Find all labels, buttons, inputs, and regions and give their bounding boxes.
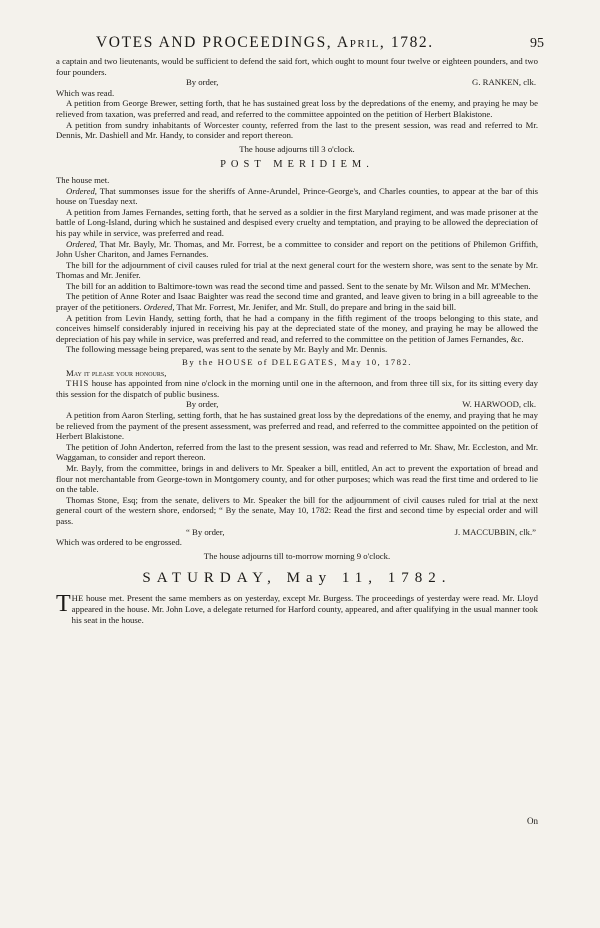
paragraph: The petition of John Anderton, referred from the last to the present session, was read and referred to Mr. Shaw, Mr. Eccleston, and Mr. Waggaman, to consider and report thereon. <box>56 441 538 463</box>
paragraph: The bill for an addition to Baltimore-town was read the second time and passed. Sent to the senate by Mr. Wilson and Mr. M'Mechen. <box>66 280 531 291</box>
paragraph <box>56 186 538 207</box>
section-heading: POST MERIDIEM. <box>220 159 374 171</box>
message-heading: By the HOUSE of DELEGATES, May 10, 1782. <box>182 357 412 368</box>
ordered-label: Ordered, <box>141 302 175 313</box>
message-lead: THIS <box>66 378 90 389</box>
signature-line <box>56 399 538 410</box>
paragraph: A petition from Aaron Sterling, setting forth, that he has sustained great loss by the depredations of the enemy, and praying that he may be relieved from the payment of the present assessment, was preferred and read, and referred to the committee appointed on the petition of Herbert Blakistone. <box>56 410 538 442</box>
paragraph-text: That Mr. Forrest, Mr. Jenifer, and Mr. Stull, do prepare and bring in the said bill. <box>174 302 457 313</box>
signature-by-order: By order, <box>186 77 219 88</box>
page-header <box>56 34 544 53</box>
message-salutation: May it please your honours, <box>66 367 167 378</box>
paragraph: A petition from James Fernandes, setting forth, that he served as a soldier in the first Maryland regiment, and was made prisoner at the battle of Long-Island, during which he sustained and despised every cruelty and temptation, and praying to be allowed the depreciation of his pay while in service, was preferred and read. <box>56 206 538 238</box>
paragraph-text: That summonses issue for the sheriffs of Anne-Arundel, Prince-George's, and Charles counties, to appear at the bar of this house on Tuesday next. <box>56 185 538 207</box>
page-number: 95 <box>530 36 544 51</box>
day-heading: SATURDAY, May 11, 1782. <box>142 570 452 587</box>
paragraph-text: HE house met. Present the same members as on yesterday, except Mr. Burgess. The proceedings of yesterday were read. Mr. Lloyd appeared in the house. Mr. John Love, a delegate returned for Harford county, appeared, and after qualifying in the usual manner took his seat in the house. <box>71 593 538 625</box>
ordered-label: Ordered, <box>66 238 97 249</box>
paragraph: A petition from sundry inhabitants of Worcester county, referred from the last to the present session, was read and referred to Mr. Dennis, Mr. Dashiell and Mr. Handy, to consider and report thereon. <box>56 119 538 141</box>
paragraph <box>56 593 538 625</box>
paragraph: Mr. Bayly, from the committee, brings in and delivers to Mr. Speaker a bill, entitled, An act to prevent the exportation of bread and flour not merchantable from George-town in Montgomery county, and for other purposes; which was read the first time and ordered to lie on the table. <box>56 462 538 495</box>
paragraph: Thomas Stone, Esq; from the senate, delivers to Mr. Speaker the bill for the adjournment of civil causes ruled for trial at the next general court of the western shore, endorsed; “ By the senate, May 10, 1782: Read the first and second time by especial order and will pass. <box>56 494 538 526</box>
paragraph: A petition from Levin Handy, setting forth, that he had a company in the fifth regiment of the troops belonging to this state, and conceives himself considerably injured in receiving his pay at the depreciated state of the money, and praying he may be allowed the depreciation of his pay while in service, was preferred and read, and referred to the committee on the petition of James Fernandes, &c. <box>56 312 538 344</box>
adjournment-note: The house adjourns till to-morrow morning 9 o'clock. <box>203 550 391 561</box>
signature-by-order: “ By order, <box>186 526 225 537</box>
paragraph-text: The petition of Anne Roter and Isaac Baighter was read the second time and granted, and leave given to bring in a bill agreeable to the prayer of the petitioners. <box>56 291 538 313</box>
paragraph <box>56 291 538 312</box>
paragraph: Which was read. <box>56 87 115 98</box>
paragraph: The house met. <box>56 174 110 185</box>
ordered-label: Ordered, <box>66 185 97 196</box>
message-body <box>56 378 538 399</box>
paragraph: a captain and two lieutenants, would be sufficient to defend the said fort, which ought to mount four twelve or eighteen pounders, and two four pounders. <box>56 56 538 77</box>
drop-cap: T <box>56 591 71 618</box>
adjournment-note: The house adjourns till 3 o'clock. <box>239 143 355 154</box>
signature-by-order: By order, <box>186 399 219 410</box>
signature-line <box>56 77 538 88</box>
paragraph <box>56 239 538 260</box>
catchword: On <box>527 816 538 826</box>
paragraph-text: That Mr. Bayly, Mr. Thomas, and Mr. Forrest, be a committee to consider and report on the petitions of Philemon Griffith, John Usher Chariton, and James Fernandes. <box>56 238 538 260</box>
signature-clerk: G. RANKEN, clk. <box>472 77 536 88</box>
paragraph: The following message being prepared, was sent to the senate by Mr. Bayly and Mr. Dennis. <box>66 344 388 355</box>
signature-line <box>56 527 538 538</box>
paragraph: Which was ordered to be engrossed. <box>56 537 182 548</box>
paragraph-text: house has appointed from nine o'clock in the morning until one in the afternoon, and from three till six, for its sitting every day this session for the dispatch of public business. <box>56 378 538 399</box>
paragraph: A petition from George Brewer, setting forth, that he has sustained great loss by the depredations of the enemy, and praying he may be relieved from taxation, was preferred and read, and referred to the committee appointed on the petition of Herbert Blakistone. <box>56 98 538 119</box>
paragraph: The bill for the adjournment of civil causes ruled for trial at the next general court for the western shore, was sent to the senate by Mr. Thomas and Mr. Jenifer. <box>56 259 538 281</box>
signature-clerk: J. MACCUBBIN, clk.” <box>454 526 536 537</box>
running-title: VOTES AND PROCEEDINGS, April, 1782. <box>96 34 434 51</box>
signature-clerk: W. HARWOOD, clk. <box>462 399 536 410</box>
